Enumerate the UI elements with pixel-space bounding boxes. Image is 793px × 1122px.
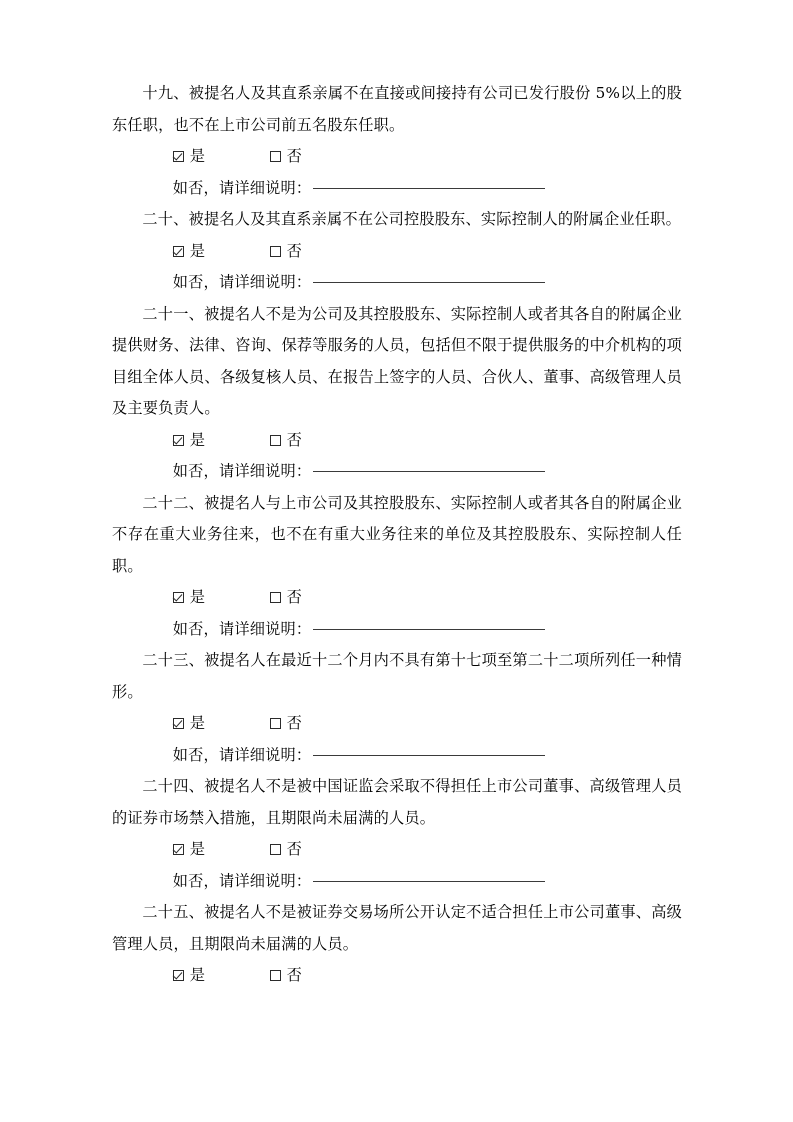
option-yes[interactable]: [142, 236, 205, 268]
explain-input-line[interactable]: [313, 281, 545, 283]
option-no[interactable]: [239, 582, 302, 614]
explain-input-line[interactable]: [313, 628, 545, 630]
question-paragraph: 二十二、被提名人与上市公司及其控股股东、实际控制人或者其各自的附属企业不存在重大业务往来，也不在有重大业务往来的单位及其控股股东、实际控制人任职。: [112, 493, 682, 575]
option-no-label: 否: [286, 840, 302, 858]
answer-row: [112, 425, 682, 457]
explain-label: 如否，请详细说明：: [172, 178, 312, 197]
answer-row: [112, 236, 682, 268]
checkbox-no-icon[interactable]: [270, 844, 281, 855]
explain-row: [112, 740, 682, 772]
option-no-label: 否: [286, 241, 302, 260]
option-yes[interactable]: [142, 960, 205, 992]
checkbox-no-icon[interactable]: [270, 151, 281, 162]
checkbox-yes-icon[interactable]: [173, 718, 184, 729]
explain-label: 如否，请详细说明：: [172, 745, 312, 764]
checkbox-yes-icon[interactable]: [173, 246, 184, 257]
question-paragraph: 十九、被提名人及其直系亲属不在直接或间接持有公司已发行股份 5%以上的股东任职，也不在上市公司前五名股东任职。: [112, 84, 682, 134]
question-paragraph: 二十五、被提名人不是被证券交易场所公开认定不适合担任上市公司董事、高级管理人员，且期限尚未届满的人员。: [112, 903, 682, 953]
option-yes[interactable]: [142, 425, 205, 457]
checkbox-yes-icon[interactable]: [173, 844, 184, 855]
option-yes-label: 是: [189, 147, 206, 165]
checkbox-yes-icon[interactable]: [173, 592, 184, 603]
checkbox-no-icon[interactable]: [270, 246, 281, 257]
checkbox-yes-icon[interactable]: [173, 435, 184, 446]
option-yes[interactable]: [142, 141, 205, 173]
question-paragraph: 二十三、被提名人在最近十二个月内不具有第十七项至第二十二项所列任一种情形。: [112, 651, 682, 701]
checkbox-no-icon[interactable]: [270, 970, 281, 981]
option-no-label: 否: [286, 588, 302, 606]
question-paragraph: 二十、被提名人及其直系亲属不在公司控股股东、实际控制人的附属企业任职。: [142, 210, 681, 228]
option-yes[interactable]: [142, 834, 205, 866]
option-yes-label: 是: [189, 430, 206, 449]
explain-input-line[interactable]: [313, 187, 545, 189]
explain-row: [112, 456, 682, 488]
option-no[interactable]: [239, 708, 302, 740]
answer-row: [112, 141, 682, 173]
answer-row: [112, 834, 682, 866]
option-no[interactable]: [239, 834, 302, 866]
checkbox-no-icon[interactable]: [270, 592, 281, 603]
option-no-label: 否: [286, 966, 302, 984]
explain-row: [112, 173, 682, 205]
explain-input-line[interactable]: [313, 754, 545, 756]
explain-label: 如否，请详细说明：: [172, 462, 312, 480]
document-body: [112, 78, 682, 992]
answer-row: [112, 960, 682, 992]
option-no[interactable]: [239, 236, 302, 268]
explain-row: [112, 866, 682, 898]
option-yes[interactable]: [142, 708, 205, 740]
option-no[interactable]: [239, 425, 302, 457]
explain-row: [112, 614, 682, 646]
checkbox-no-icon[interactable]: [270, 718, 281, 729]
option-no-label: 否: [286, 430, 302, 449]
explain-label: 如否，请详细说明：: [172, 871, 312, 890]
answer-row: [112, 582, 682, 614]
question-paragraph: 二十一、被提名人不是为公司及其控股股东、实际控制人或者其各自的附属企业提供财务、法律、咨询、保荐等服务的人员，包括但不限于提供服务的中介机构的项目组全体人员、各级复核人员、在报告上签字的人员、合伙人、董事、高级管理人员及主要负责人。: [112, 304, 682, 417]
option-no-label: 否: [286, 714, 302, 732]
option-yes-label: 是: [189, 714, 206, 732]
option-no[interactable]: [239, 960, 302, 992]
checkbox-no-icon[interactable]: [270, 435, 281, 446]
option-yes-label: 是: [189, 966, 206, 984]
explain-input-line[interactable]: [313, 880, 545, 882]
checkbox-yes-icon[interactable]: [173, 151, 184, 162]
option-yes-label: 是: [189, 588, 206, 606]
explain-input-line[interactable]: [313, 470, 545, 472]
explain-label: 如否，请详细说明：: [172, 619, 312, 638]
option-yes-label: 是: [189, 241, 206, 260]
option-no[interactable]: [239, 141, 302, 173]
option-yes-label: 是: [189, 840, 206, 858]
answer-row: [112, 708, 682, 740]
explain-label: 如否，请详细说明：: [172, 273, 312, 291]
explain-row: [112, 267, 682, 299]
option-yes[interactable]: [142, 582, 205, 614]
checkbox-yes-icon[interactable]: [173, 970, 184, 981]
question-paragraph: 二十四、被提名人不是被中国证监会采取不得担任上市公司董事、高级管理人员的证券市场禁入措施，且期限尚未届满的人员。: [112, 777, 682, 827]
option-no-label: 否: [286, 147, 302, 165]
